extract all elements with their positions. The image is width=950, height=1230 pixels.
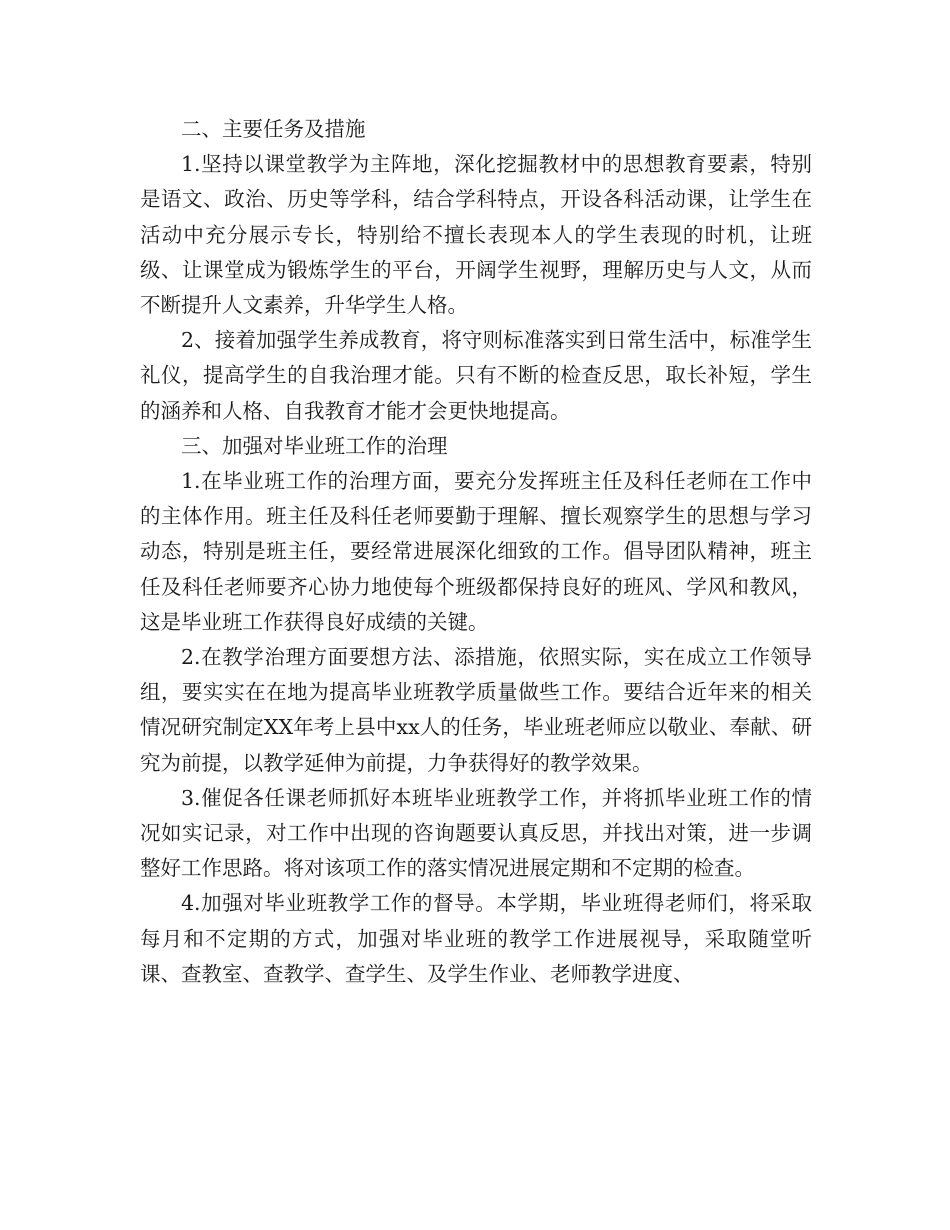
paragraph-graduating-2: 2.在教学治理方面要想方法、添措施，依照实际，实在成立工作领导组，要实实在在地为提高毕业班教学质量做些工作。要结合近年来的相关情况研究制定XX年考上县中xx人的任务，毕业班老师应以敬业、奉献、研究为前提，以教学延伸为前提，力争获得好的教学效果。	[140, 645, 812, 775]
paragraph-graduating-1: 1.在毕业班工作的治理方面，要充分发挥班主任及科任老师在工作中的主体作用。班主任及科任老师要勤于理解、擅长观察学生的思想与学习动态，特别是班主任，要经常进展深化细致的工作。倡导团队精神，班主任及科任老师要齐心协力地使每个班级都保持良好的班风、学风和教风，这是毕业班工作获得良好成绩的关键。	[140, 469, 812, 634]
section-heading-main-tasks: 二、主要任务及措施	[181, 117, 366, 141]
section-heading-graduating-class: 三、加强对毕业班工作的治理	[181, 433, 448, 458]
document-body	[140, 112, 812, 992]
paragraph-graduating-4: 4.加强对毕业班教学工作的督导。本学期，毕业班得老师们，将采取每月和不定期的方式，加强对毕业班的教学工作进展视导，采取随堂听课、查教室、查教学、查学生、及学生作业、老师教学进度、	[140, 891, 812, 986]
paragraph-task-2: 2、接着加强学生养成教育，将守则标准落实到日常生活中，标准学生礼仪，提高学生的自我治理才能。只有不断的检查反思，取长补短，学生的涵养和人格、自我教育才能才会更快地提高。	[140, 328, 812, 423]
paragraph-task-1: 1.坚持以课堂教学为主阵地，深化挖掘教材中的思想教育要素，特别是语文、政治、历史等学科，结合学科特点，开设各科活动课，让学生在活动中充分展示专长，特别给不擅长表现本人的学生表现的时机，让班级、让课堂成为锻炼学生的平台，开阔学生视野，理解历史与人文，从而不断提升人文素养，升华学生人格。	[140, 152, 812, 318]
paragraph-graduating-3: 3.催促各任课老师抓好本班毕业班教学工作，并将抓毕业班工作的情况如实记录，对工作中出现的咨询题要认真反思，并找出对策，进一步调整好工作思路。将对该项工作的落实情况进展定期和不定期的检查。	[140, 785, 812, 881]
